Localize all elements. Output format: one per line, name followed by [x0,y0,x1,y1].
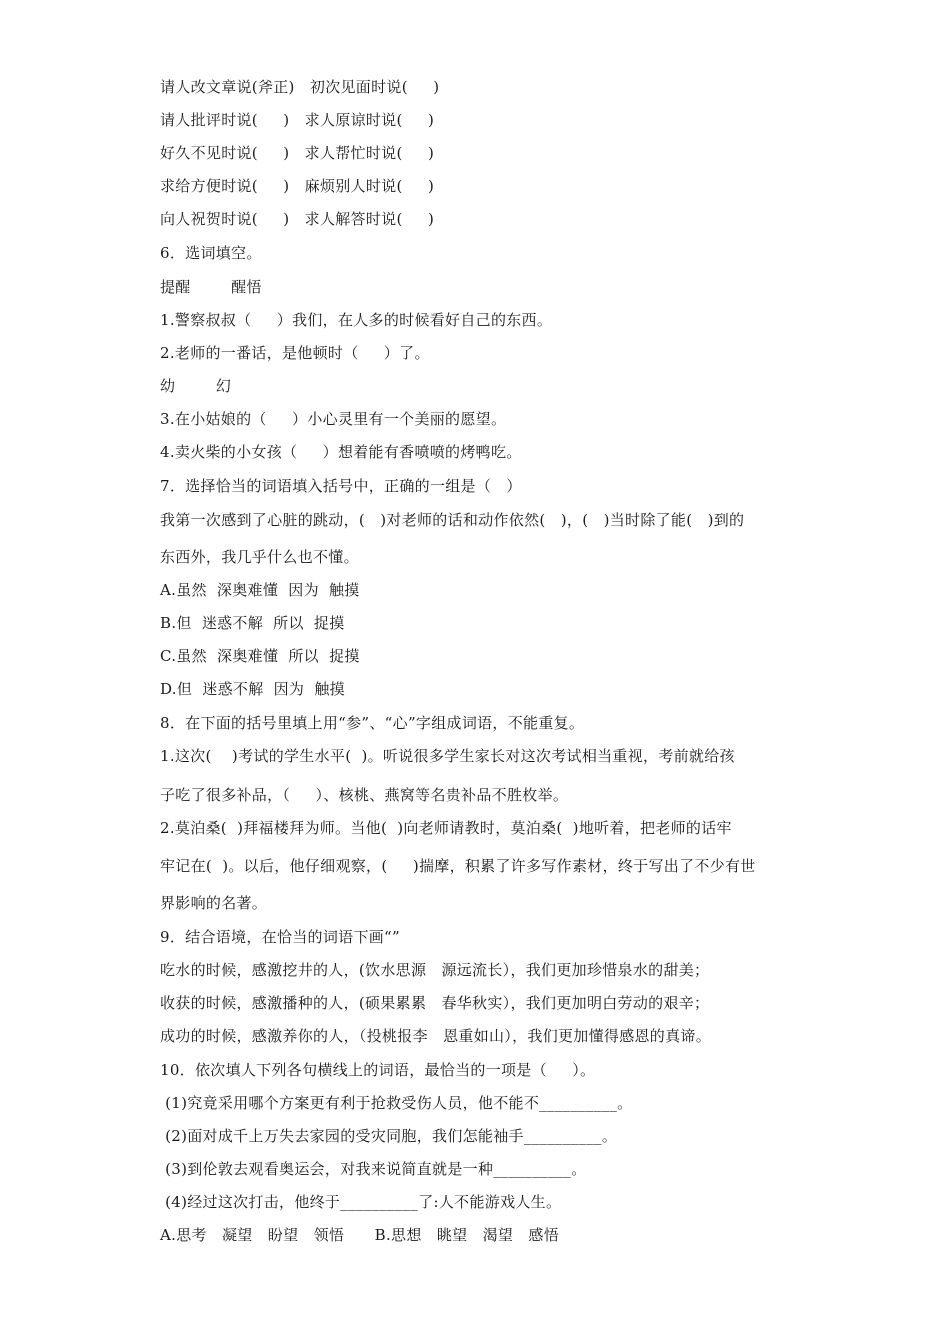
text-line: 东西外，我几乎什么也不懂。 [160,548,359,566]
option-d: D.但 迷惑不解 因为 触摸 [160,680,345,698]
option-a: A.虽然 深奥难懂 因为 触摸 [160,581,360,599]
option-b: B.但 迷惑不解 所以 捉摸 [160,614,345,632]
text-line: 请人改文章说(斧正) 初次见面时说( ) [160,78,440,96]
text-line: 吃水的时候，感激挖井的人，(饮水思源 源远流长），我们更加珍惜泉水的甜美； [160,961,710,979]
text-line: 1.警察叔叔（ ）我们，在人多的时候看好自己的东西。 [160,311,553,329]
text-line: 界影响的名著。 [160,894,268,912]
text-line: (4)经过这次打击，他终于__________了:人不能游戏人生。 [160,1193,562,1211]
question-heading: 9．结合语境，在恰当的词语下画“” [160,928,400,946]
text-line: 牢记在( )。以后，他仔细观察，( )揣摩，积累了许多写作素材，终于写出了不少有世 [160,857,756,875]
question-heading: 6．选词填空。 [160,244,262,262]
text-line: 请人批评时说( ) 求人原谅时说( ) [160,111,435,129]
text-line: 子吃了很多补品，（ ）、核桃、燕窝等名贵补品不胜枚举。 [160,786,569,804]
text-line: 求给方便时说( ) 麻烦别人时说( ) [160,177,435,195]
text-line: 2.老师的一番话，是他顿时（ ）了。 [160,344,430,362]
text-line: (1)究竟采用哪个方案更有利于抢救受伤人员，他不能不__________。 [160,1094,633,1112]
question-heading: 7．选择恰当的词语填入括号中，正确的一组是（ ） [160,477,522,495]
question-heading: 8．在下面的括号里填上用“参”、“心”字组成词语，不能重复。 [160,714,585,732]
text-line: 成功的时候，感激养你的人，（投桃报李 恩重如山），我们更加懂得感恩的真谛。 [160,1027,712,1045]
text-line: 4.卖火柴的小女孩（ ）想着能有香喷喷的烤鸭吃。 [160,443,522,461]
text-line: 3.在小姑娘的（ ）小心灵里有一个美丽的愿望。 [160,410,507,428]
text-line: 收获的时候，感激播种的人，(硕果累累 春华秋实），我们更加明白劳动的艰辛； [160,994,710,1012]
word-choices: 幼 幻 [160,377,232,395]
word-choices: 提醒 醒悟 [160,278,262,296]
text-line: 2.莫泊桑( )拜福楼拜为师。当他( )向老师请教时，莫泊桑( )地听着，把老师的话牢 [160,819,732,837]
text-line: (3)到伦敦去观看奥运会，对我来说简直就是一种__________。 [160,1160,587,1178]
option-c: C.虽然 深奥难懂 所以 捉摸 [160,647,360,665]
text-line: 好久不见时说( ) 求人帮忙时说( ) [160,144,435,162]
answer-options: A.思考 凝望 盼望 领悟 B.思想 眺望 渴望 感悟 [160,1226,560,1244]
text-line: 向人祝贺时说( ) 求人解答时说( ) [160,210,435,228]
question-heading: 10．依次填人下列各句横线上的词语，最恰当的一项是（ ）。 [160,1061,596,1079]
text-line: 1.这次( )考试的学生水平( )。听说很多学生家长对这次考试相当重视，考前就给孩 [160,747,735,765]
text-line: (2)面对成千上万失去家园的受灾同胞，我们怎能袖手__________。 [160,1127,618,1145]
text-line: 我第一次感到了心脏的跳动，( )对老师的话和动作依然( )，( )当时除了能( )到的 [160,511,745,529]
